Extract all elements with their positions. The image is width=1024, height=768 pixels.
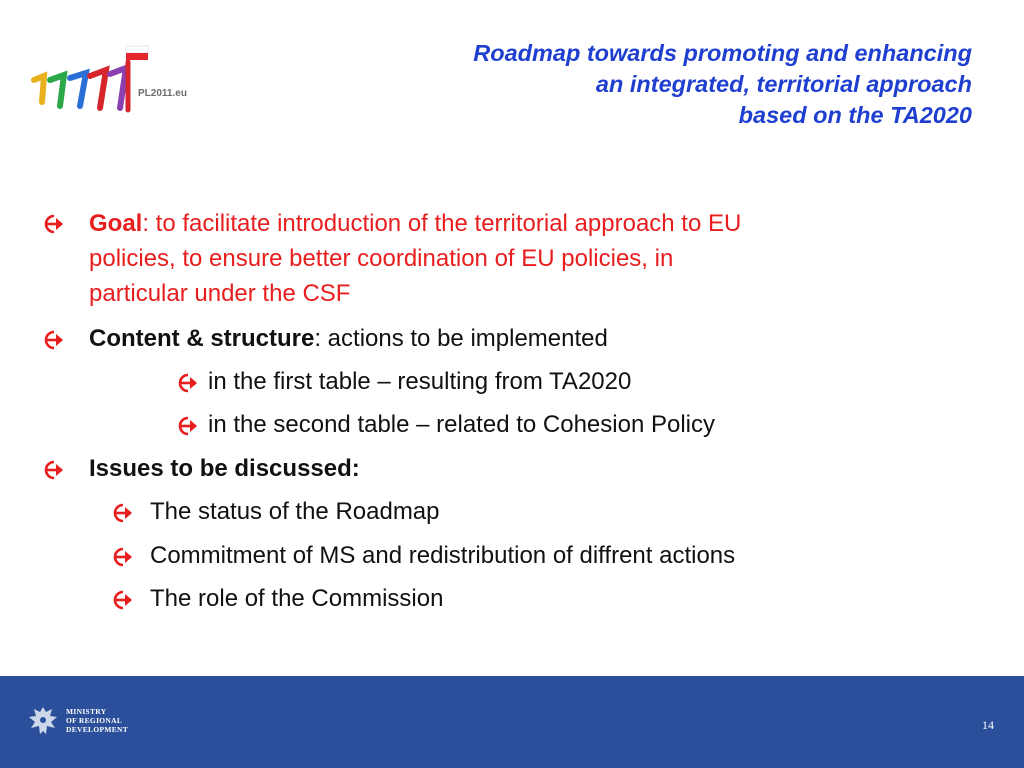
issues-subitem-2: Commitment of MS and redistribution of diffrent actions bbox=[150, 542, 736, 569]
content-rest: : actions to be implemented bbox=[314, 325, 608, 352]
bullet-arrow-icon bbox=[40, 329, 66, 351]
content-label: Content & structure bbox=[89, 325, 315, 352]
sub-bullet-arrow-icon bbox=[109, 546, 135, 568]
page-number: 14 bbox=[982, 718, 994, 732]
content-subitem-1: in the first table – resulting from TA2020 bbox=[208, 368, 632, 395]
goal-text-1: : to facilitate introduction of the territorial approach to EU bbox=[142, 210, 742, 237]
issues-subitem-3: The role of the Commission bbox=[150, 585, 444, 612]
goal-label: Goal bbox=[89, 210, 143, 237]
sub-bullet-arrow-icon bbox=[109, 502, 135, 524]
title-line-2: an integrated, territorial approach bbox=[595, 71, 972, 97]
ministry-line-3: DEVELOPMENT bbox=[66, 725, 129, 734]
sub-bullet-arrow-icon bbox=[174, 372, 200, 394]
content-subitem-2: in the second table – related to Cohesion Policy bbox=[208, 411, 715, 438]
ministry-logo bbox=[26, 703, 166, 743]
logo-text: PL2011.eu bbox=[138, 88, 187, 99]
slide-title bbox=[352, 38, 972, 131]
footer-bar bbox=[0, 676, 1024, 768]
pl2011-logo bbox=[28, 40, 188, 115]
goal-line-1 bbox=[89, 205, 741, 243]
eagle-emblem-icon bbox=[26, 703, 60, 741]
ministry-text bbox=[66, 707, 128, 734]
title-line-1: Roadmap towards promoting and enhancing bbox=[473, 40, 972, 66]
bullet-arrow-icon bbox=[40, 213, 66, 235]
title-line-3: based on the TA2020 bbox=[738, 102, 972, 128]
bullet-arrow-icon bbox=[40, 459, 66, 481]
ministry-line-2: OF REGIONAL bbox=[66, 716, 123, 725]
goal-line-3: particular under the CSF bbox=[89, 280, 351, 307]
sub-bullet-arrow-icon bbox=[109, 589, 135, 611]
ministry-line-1: MINISTRY bbox=[66, 707, 107, 716]
sub-bullet-arrow-icon bbox=[174, 415, 200, 437]
issues-label: Issues to be discussed: bbox=[89, 455, 360, 482]
content-line bbox=[89, 320, 608, 358]
issues-subitem-1: The status of the Roadmap bbox=[150, 498, 440, 525]
goal-line-2: policies, to ensure better coordination of EU policies, in bbox=[89, 245, 674, 272]
